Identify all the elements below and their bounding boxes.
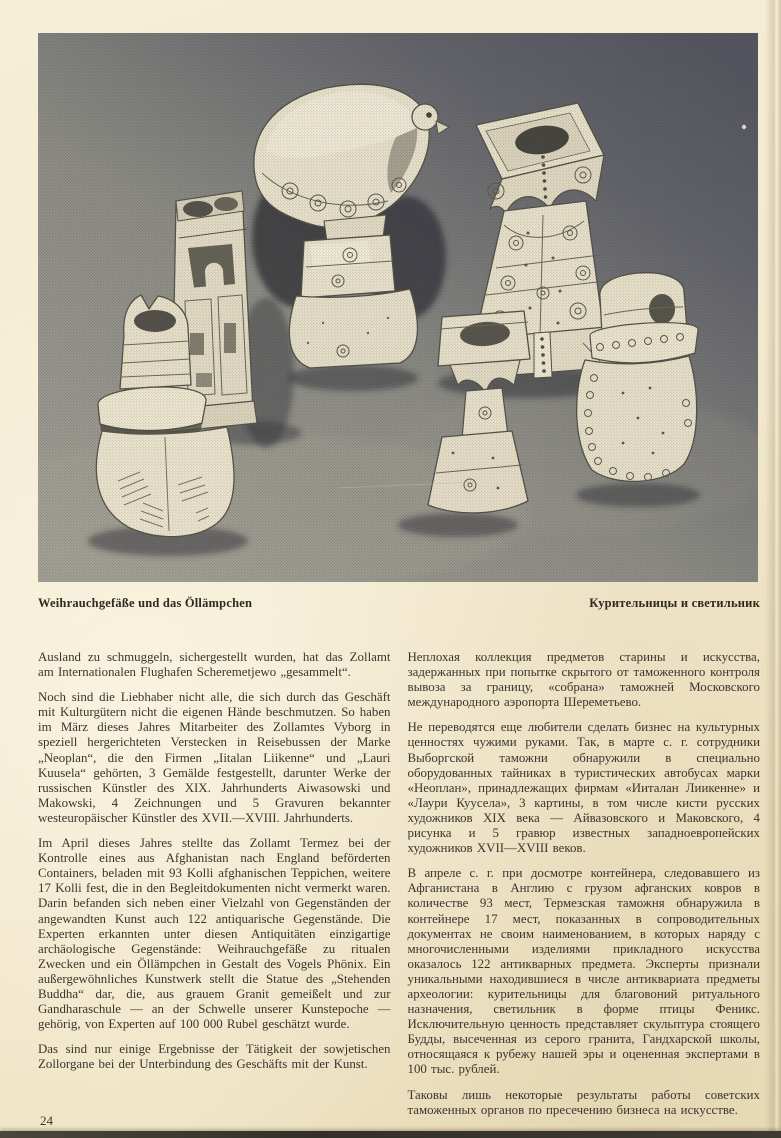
german-column [38, 650, 391, 1128]
russian-paragraph: В апреле с. г. при досмотре контейнера, следовавшего из Афганистана в Англию с грузом афганских ковров в количестве 93 мест, Термезская таможня обнаружила в контейнере 17 мест, показанных в сопроводительных документах не своим наименованием, в которых наряду с многочисленными изделиями прикладного искусства оказалось 122 антикварных предмета. Эксперты признали уникальными находившиеся в числе антиквариата предметы археологии: курительницы для благовоний ритуального назначения, светильник в форме птицы Феникс. Исключительную ценность представляет скульптура стоящего Будды, высеченная из серого гранита, Гандхарской школы, относящаяся к рубежу нашей эры и оцененная экспертами в 100 тыс. рублей. [407, 866, 760, 1077]
scan-edge [0, 1131, 781, 1138]
russian-paragraph: Неплохая коллекция предметов старины и искусства, задержанных при попытке скрытого от таможенного контроля вывоза за границу, «собрана» таможней Московского международного аэропорта Шереметьево. [407, 650, 760, 710]
russian-paragraph: Таковы лишь некоторые результаты работы советских таможенных органов по пресечению бизнеса на искусстве. [407, 1087, 760, 1117]
german-paragraph: Im April dieses Jahres stellte das Zollamt Termez bei der Kontrolle eines aus Afghanistan nach England beförderten Containers, beladen mit 93 Kolli afghanischen Teppichen, weitere 17 Kolli fest, die in den Begleitdokumenten nicht vermerkt waren. Darin befanden sich neben einer Vielzahl von Gegenständen der angewandten Kunst auch 122 antiquarische Gegenstände. Die Experten erkannten unter diesen Antiquitäten einzigartige archäologische Gegenstände: Weihrauchgefäße zu ritualen Zwecken und ein Öllämpchen in Gestalt des Vogels Phönix. Ein außergewöhnliches Kunstwerk stellt die Statue des „Stehenden Buddha“ dar, die, aus grauem Granit gemeißelt und zur Gandharaschule — an der Schwelle unserer Kunstepoche — gehörig, von Experten auf 100 000 Rubel geschätzt wurde. [38, 836, 391, 1032]
caption-row [38, 596, 760, 611]
page-number: 24 [40, 1113, 53, 1128]
halftone-overlay [38, 33, 758, 582]
caption-german: Weihrauchgefäße und das Öllämpchen [38, 596, 253, 610]
caption-russian: Курительницы и светильник [589, 596, 760, 610]
artifact-photo-illustration [38, 33, 758, 582]
german-paragraph: Das sind nur einige Ergebnisse der Tätigkeit der sowjetischen Zollorgane bei der Unterbindung des Geschäfts mit der Kunst. [38, 1042, 391, 1072]
russian-paragraph: Не переводятся еще любители сделать бизнес на культурных ценностях чужими руками. Так, в марте с. г. сотрудники Выборгской таможни обнаружили в специально оборудованных тайниках в туристических автобусах марки «Неоплан», принадлежащих фирмам «Ииталан Лиикенне» и «Лаури Куусела», 3 картины, в том числе кисти русских художников XIX века — Айвазовского и Маковского, 4 рисунка и 5 гравюр известных западноевропейских художников XVII—XVIII веков. [407, 720, 760, 856]
german-paragraph: Ausland zu schmuggeln, sichergestellt wurden, hat das Zollamt am Internationalen Flughafen Scheremetjewo „gesammelt“. [38, 650, 391, 680]
page-edge-shading [765, 0, 781, 1138]
artifact-photo [38, 33, 758, 582]
article-columns [38, 650, 760, 1128]
russian-column [408, 650, 761, 1128]
german-paragraph: Noch sind die Liebhaber nicht alle, die sich durch das Geschäft mit Kulturgütern nicht die eigenen Hände beschmutzen. So haben im März dieses Jahres Mitarbeiter des Zollamtes Vyborg in speziell hergerichteten Verstecken in Reisebussen der Marke „Neoplan“, die den Firmen „Iitalan Liikenne“ und „Lauri Kuusela“ gehörten, 3 Gemälde festgestellt, darunter Werke der russischen Künstler des XIX. Jahrhunderts Aiwasowski und Makowski, 4 Zeichnungen und 5 Gravuren bekannter westeuropäischer Künstler des XVII.—XVIII. Jahrhunderts. [38, 690, 391, 825]
